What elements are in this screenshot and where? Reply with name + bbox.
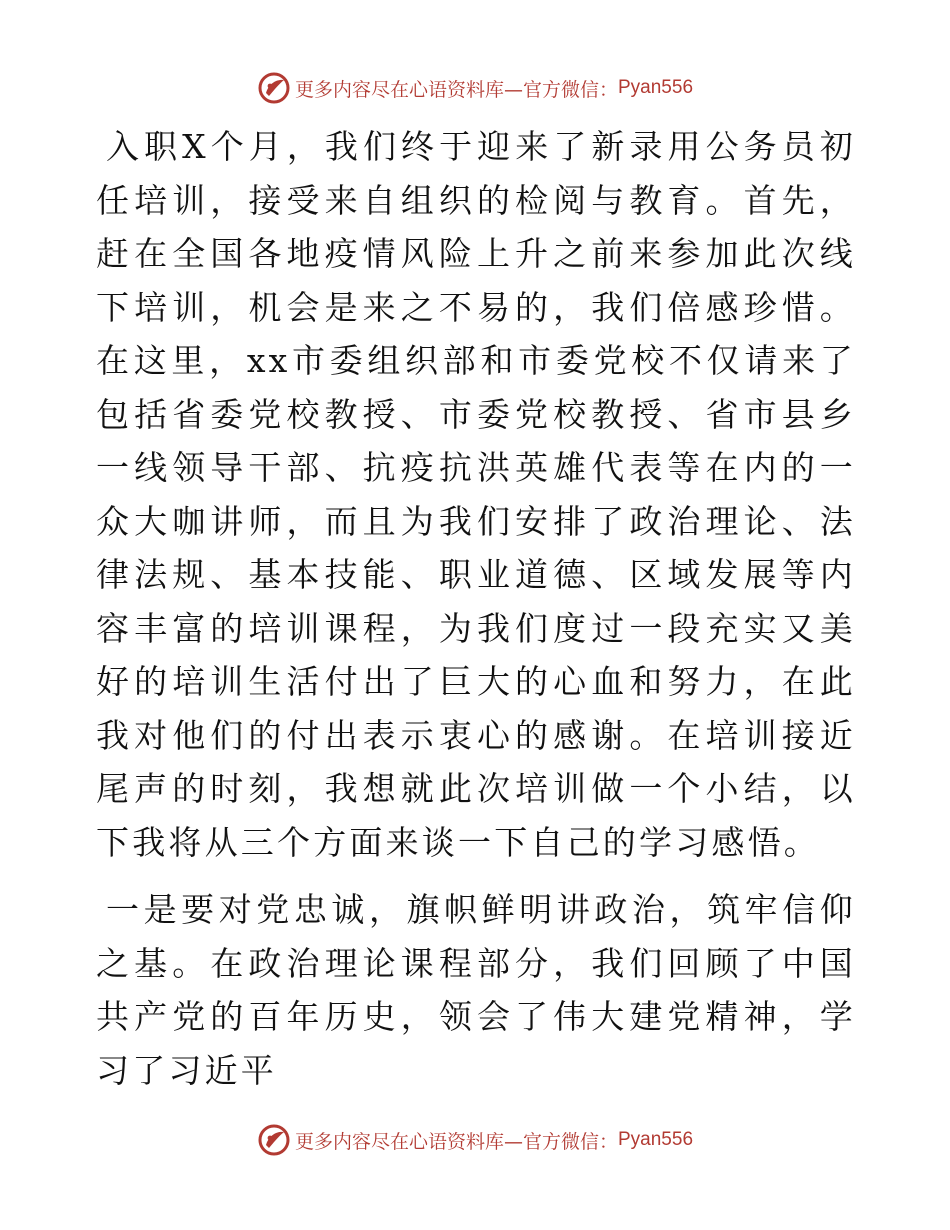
watermark-wechat-id: Pyan556 xyxy=(618,77,694,98)
paragraph-point-one: 一是要对党忠诚，旗帜鲜明讲政治，筑牢信仰之基。在政治理论课程部分，我们回顾了中国共产党的百年历史，领会了伟大建党精神，学习了习近平 xyxy=(96,890,856,1090)
watermark-wechat-id: Pyan556 xyxy=(618,1129,694,1150)
watermark-text: 更多内容尽在心语资料库—官方微信： xyxy=(294,1130,618,1153)
brand-logo-icon xyxy=(257,1123,291,1157)
footer-watermark xyxy=(0,1120,950,1160)
watermark-text: 更多内容尽在心语资料库—官方微信： xyxy=(294,78,618,101)
paragraph-intro: 入职X个月，我们终于迎来了新录用公务员初任培训，接受来自组织的检阅与教育。首先，赶在全国各地疫情风险上升之前来参加此次线下培训，机会是来之不易的，我们倍感珍惜。在这里，xx市委组织部和市委党校不仅请来了包括省委党校教授、市委党校教授、省市县乡一线领导干部、抗疫抗洪英雄代表等在内的一众大咖讲师，而且为我们安排了政治理论、法律法规、基本技能、职业道德、区域发展等内容丰富的培训课程，为我们度过一段充实又美好的培训生活付出了巨大的心血和努力，在此我对他们的付出表示衷心的感谢。在培训接近尾声的时刻，我想就此次培训做一个小结，以下我将从三个方面来谈一下自己的学习感悟。 xyxy=(96,127,856,862)
header-watermark xyxy=(0,68,950,108)
brand-logo-icon xyxy=(257,71,291,105)
document-body xyxy=(96,120,856,1097)
